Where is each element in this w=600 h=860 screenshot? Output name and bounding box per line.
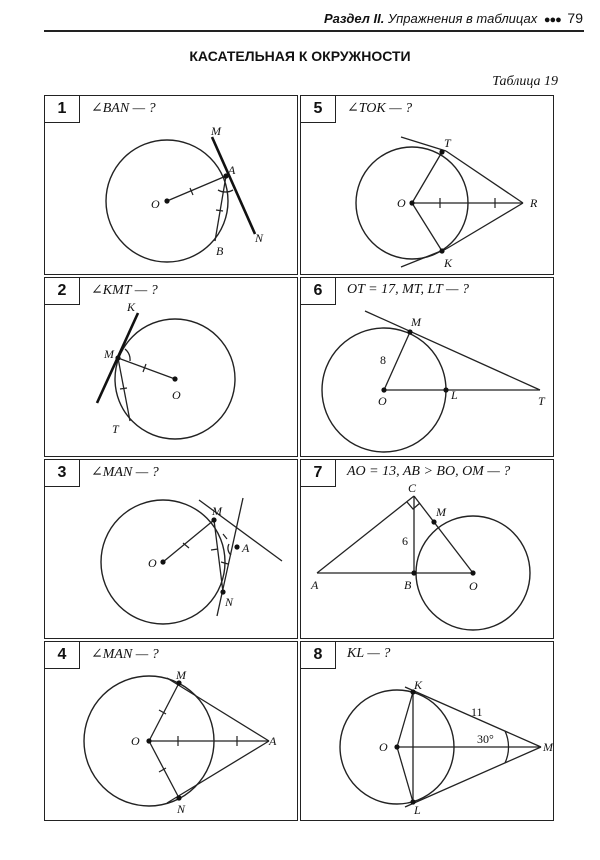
exercise-number: 2 [44,277,80,305]
figure-3 [45,488,297,638]
point-label: M [411,315,421,329]
point-label: A [311,578,319,592]
figure-1 [45,124,297,274]
exercise-number: 5 [300,95,336,123]
point-label: L [414,803,421,817]
point-label: O [148,556,157,570]
exercise-cell-1 [44,95,298,275]
exercise-number: 7 [300,459,336,487]
figure-5 [301,124,553,274]
exercise-task: ∠MAN — ? [91,465,159,480]
point-label: M [176,668,186,682]
page-title: КАСАТЕЛЬНАЯ К ОКРУЖНОСТИ [189,48,411,64]
figure-2 [45,300,297,456]
point-label: M [212,504,222,518]
point-label: N [255,231,264,245]
figure-7 [301,481,553,638]
exercise-number: 6 [300,277,336,305]
point-label: K [127,300,136,314]
point-label: O [172,388,181,402]
exercise-task: KL — ? [347,646,391,661]
point-label: O [469,579,478,593]
point-label: M [211,124,221,138]
table-label: Таблица 19 [492,74,558,89]
length-label: 6 [402,534,408,548]
figure-6 [301,306,553,456]
header-rule [44,30,584,32]
figure-4 [45,670,297,820]
exercise-number: 3 [44,459,80,487]
length-label: 8 [380,353,386,367]
point-label: M [543,740,553,754]
page-header [0,10,583,26]
exercise-cell-8 [300,641,554,821]
exercise-cell-4 [44,641,298,821]
exercise-cell-2 [44,277,298,457]
point-label: K [414,678,423,692]
point-label: K [444,256,453,270]
point-label: M [104,347,114,361]
point-label: C [408,481,417,495]
exercise-task: ∠KMT — ? [91,283,158,298]
point-label: T [112,422,119,436]
exercise-cell-5 [300,95,554,275]
point-label: O [379,740,388,754]
point-label: T [444,136,451,150]
point-label: M [436,505,446,519]
point-label: R [530,196,538,210]
exercise-task: ∠MAN — ? [91,647,159,662]
exercise-cell-6 [300,277,554,457]
exercise-number: 1 [44,95,80,123]
exercise-grid [44,95,555,821]
exercise-number: 4 [44,641,80,669]
point-label: A [242,541,250,555]
exercise-cell-7 [300,459,554,639]
figure-8 [301,670,553,820]
point-label: B [404,578,412,592]
length-label: 11 [471,705,483,719]
exercise-cell-3 [44,459,298,639]
point-label: O [397,196,406,210]
point-label: O [151,197,160,211]
point-label: L [451,388,458,402]
point-label: A [228,163,236,177]
point-label: B [216,244,224,258]
exercise-number: 8 [300,641,336,669]
point-label: A [269,734,277,748]
exercise-task: AO = 13, AB > BO, OM — ? [347,464,511,479]
exercise-task: ∠TOK — ? [347,101,413,116]
point-label: N [225,595,234,609]
bullet-icon: ●●● [543,14,561,26]
point-label: N [177,802,186,816]
point-label: O [378,394,387,408]
angle-label: 30° [477,732,494,746]
exercise-task: ∠BAN — ? [91,101,156,116]
point-label: T [538,394,545,408]
page-number: 79 [567,10,583,26]
section-label: Раздел II. [324,11,385,26]
exercise-task: OT = 17, MT, LT — ? [347,282,469,297]
point-label: O [131,734,140,748]
section-subtitle: Упражнения в таблицах [387,11,538,26]
